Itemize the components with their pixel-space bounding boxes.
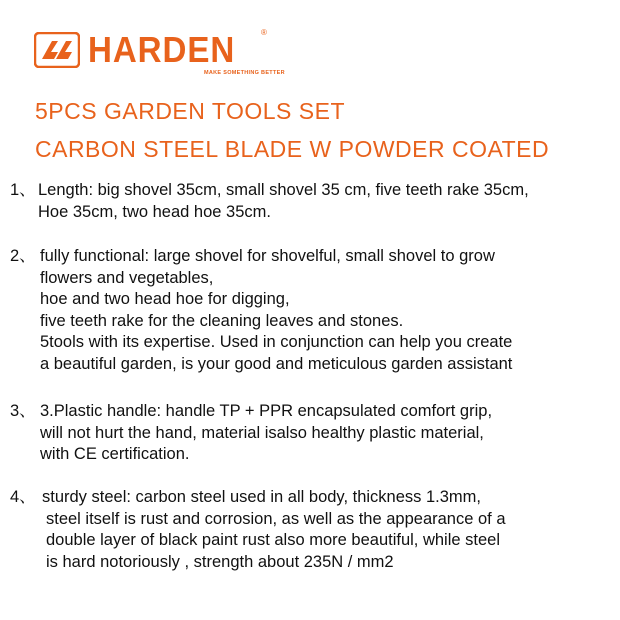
item-line: steel itself is rust and corrosion, as well as the appearance of a [46,509,506,528]
item-line: will not hurt the hand, material isalso healthy plastic material, [40,423,484,442]
harden-logo-mark-icon [34,32,80,68]
item-marker: 1、 [10,181,36,199]
brand-name: HARDEN [88,29,236,70]
item-line: with CE certification. [40,445,190,463]
spec-item-handle [10,401,610,466]
item-marker: 2、 [10,247,36,265]
item-line: double layer of black paint rust also more beautiful, while steel [46,531,500,549]
item-line: hoe and two head hoe for digging, [40,290,290,308]
item-line: sturdy steel: carbon steel used in all body, thickness 1.3mm, [42,488,481,506]
harden-logo [34,28,285,80]
item-line: is hard notoriously , strength about 235N / mm2 [46,552,394,571]
item-line: 3.Plastic handle: handle TP + PPR encapsulated comfort grip, [40,402,493,420]
item-line: 5tools with its expertise. Used in conjunction can help you create [40,333,513,351]
product-subtitle: CARBON STEEL BLADE W POWDER COATED [35,136,550,162]
item-line: fully functional: large shovel for shovelful, small shovel to grow [40,247,495,265]
product-title: 5PCS GARDEN TOOLS SET [35,98,346,124]
brand-tagline: MAKE SOMETHING BETTER [204,70,285,76]
registered-mark: ® [261,28,267,37]
item-line: five teeth rake for the cleaning leaves and stones. [40,311,404,330]
spec-item-length [10,180,610,223]
item-marker: 3、 [10,402,36,420]
item-marker: 4、 [10,488,36,506]
spec-item-function [10,246,610,375]
spec-item-steel [10,487,610,573]
item-line: Length: big shovel 35cm, small shovel 35 cm, five teeth rake 35cm, [38,181,529,199]
item-line: Hoe 35cm, two head hoe 35cm. [38,202,271,221]
item-line: a beautiful garden, is your good and meticulous garden assistant [40,354,513,373]
item-line: flowers and vegetables, [40,268,214,287]
